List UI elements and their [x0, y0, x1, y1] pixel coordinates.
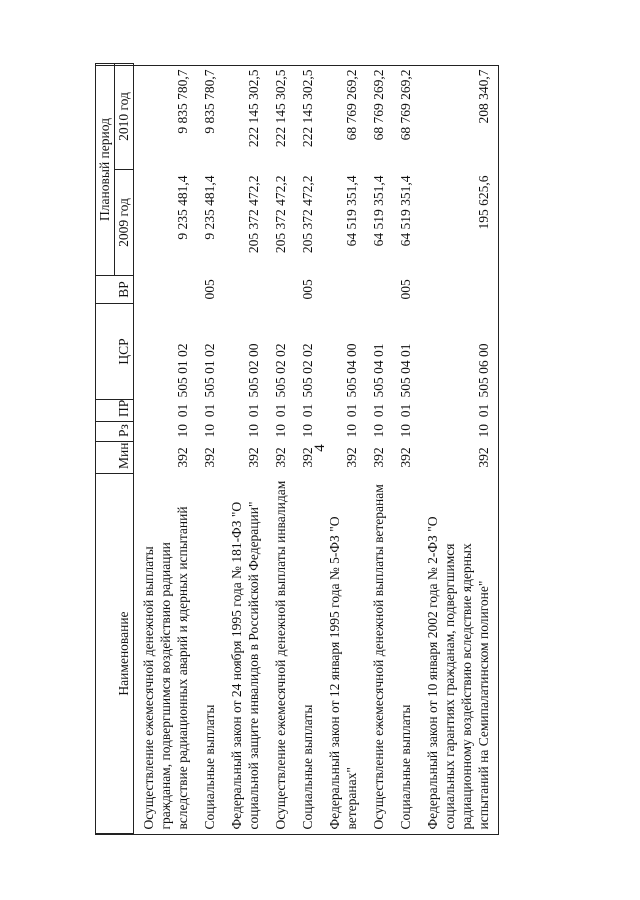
- row-min: 392: [300, 447, 315, 468]
- budget-table: [95, 63, 498, 834]
- row-min: 392: [398, 447, 413, 468]
- row-value-2010: 222 145 302,5: [300, 69, 315, 148]
- row-csr: 505 02 00: [246, 343, 261, 398]
- table-row: [393, 63, 420, 833]
- row-pr: 01: [246, 403, 261, 418]
- row-csr: 505 01 02: [175, 343, 190, 398]
- row-vr: [134, 276, 198, 304]
- row-csr: 505 02 02: [273, 343, 288, 398]
- row-value-2009: 9 235 481,4: [202, 175, 217, 240]
- row-vr: [268, 276, 295, 304]
- row-value-2010: 68 769 269,2: [371, 69, 386, 141]
- row-name: Осуществление ежемесячной денежной выплаты инвалидам: [273, 480, 288, 830]
- row-pr: 01: [175, 403, 190, 418]
- table-row: [420, 63, 498, 833]
- row-vr: 005: [300, 279, 315, 300]
- row-min: 392: [476, 447, 491, 468]
- row-value-2010: 222 145 302,5: [273, 69, 288, 148]
- row-rz: 10: [371, 424, 386, 438]
- row-pr: 01: [202, 403, 217, 418]
- row-vr: 005: [202, 279, 217, 300]
- row-name: Социальные выплаты: [300, 704, 315, 830]
- row-rz: 10: [175, 424, 190, 438]
- header-year-2009: 2009 год: [115, 170, 134, 276]
- header-min: Мин: [96, 442, 134, 474]
- row-value-2009: 205 372 472,2: [300, 175, 315, 254]
- rotated-page-content: [95, 65, 635, 835]
- row-value-2010: 9 835 780,7: [202, 69, 217, 134]
- table-row: [295, 63, 322, 833]
- row-pr: 01: [300, 403, 315, 418]
- page-number: 4: [312, 444, 328, 452]
- table-row: [268, 63, 295, 833]
- row-value-2009: 64 519 351,4: [398, 175, 413, 247]
- row-pr: 01: [273, 403, 288, 418]
- table-row: [224, 63, 268, 833]
- row-value-2009: 195 625,6: [476, 175, 491, 230]
- row-name: Осуществление ежемесячной денежной выплаты ветеранам: [371, 484, 386, 830]
- row-csr: 505 04 00: [344, 343, 359, 398]
- row-min: 392: [273, 447, 288, 468]
- row-name: Осуществление ежемесячной денежной выплаты гражданам, подвергшимся воздействию радиации вследствие радиационных аварий и ядерных испытаний: [141, 506, 190, 830]
- row-rz: 10: [300, 424, 315, 438]
- row-vr: 005: [398, 279, 413, 300]
- row-value-2009: 64 519 351,4: [371, 175, 386, 247]
- row-csr: 505 04 01: [398, 343, 413, 398]
- row-name: Социальные выплаты: [398, 704, 413, 830]
- row-min: 392: [175, 447, 190, 468]
- header-pr: ПР: [96, 400, 134, 422]
- table-row: [322, 63, 366, 833]
- row-csr: 505 04 01: [371, 343, 386, 398]
- row-csr: 505 06 00: [476, 343, 491, 398]
- header-vr: ВР: [96, 276, 134, 304]
- row-pr: 01: [398, 403, 413, 418]
- row-min: 392: [371, 447, 386, 468]
- row-value-2009: 205 372 472,2: [246, 175, 261, 254]
- row-vr: [224, 276, 268, 304]
- row-min: 392: [344, 447, 359, 468]
- row-value-2010: 9 835 780,7: [175, 69, 190, 134]
- row-rz: 10: [246, 424, 261, 438]
- header-name: Наименование: [96, 474, 134, 834]
- header-csr: ЦСР: [96, 304, 134, 400]
- row-pr: 01: [476, 403, 491, 418]
- table-row: [366, 63, 393, 833]
- row-pr: 01: [371, 403, 386, 418]
- table-row: [134, 63, 198, 833]
- row-rz: 10: [202, 424, 217, 438]
- row-pr: 01: [344, 403, 359, 418]
- row-value-2010: 68 769 269,2: [398, 69, 413, 141]
- row-name: Социальные выплаты: [202, 704, 217, 830]
- row-csr: 505 02 02: [300, 343, 315, 398]
- row-value-2010: 208 340,7: [476, 69, 491, 124]
- row-value-2009: 205 372 472,2: [273, 175, 288, 254]
- row-min: 392: [246, 447, 261, 468]
- table-body: [134, 63, 499, 833]
- row-value-2009: 9 235 481,4: [175, 175, 190, 240]
- row-rz: 10: [344, 424, 359, 438]
- row-vr: [366, 276, 393, 304]
- row-vr: [322, 276, 366, 304]
- row-name: Федеральный закон от 24 ноября 1995 года № 181-ФЗ "О социальной защите инвалидов в Российской Федерации": [229, 501, 261, 830]
- row-min: 392: [202, 447, 217, 468]
- row-value-2010: 222 145 302,5: [246, 69, 261, 148]
- header-year-2010: 2010 год: [115, 63, 134, 169]
- row-value-2009: 64 519 351,4: [344, 175, 359, 247]
- row-value-2010: 68 769 269,2: [344, 69, 359, 141]
- budget-table-frame: [95, 65, 499, 835]
- row-name: Федеральный закон от 12 января 1995 года № 5-ФЗ "О ветеранах": [327, 516, 359, 830]
- header-planned-period: Плановый период: [96, 63, 115, 275]
- row-rz: 10: [476, 424, 491, 438]
- table-row: [197, 63, 224, 833]
- row-name: Федеральный закон от 10 января 2002 года № 2-ФЗ "О социальных гарантиях гражданам, подвергшимся радиационному воздействию вследствие ядерных испытаний на Семипалатинском полигоне": [425, 516, 491, 830]
- row-rz: 10: [273, 424, 288, 438]
- row-csr: 505 01 02: [202, 343, 217, 398]
- table-header: [96, 63, 134, 833]
- row-rz: 10: [398, 424, 413, 438]
- row-vr: [420, 276, 498, 304]
- header-rz: Рз: [96, 422, 134, 442]
